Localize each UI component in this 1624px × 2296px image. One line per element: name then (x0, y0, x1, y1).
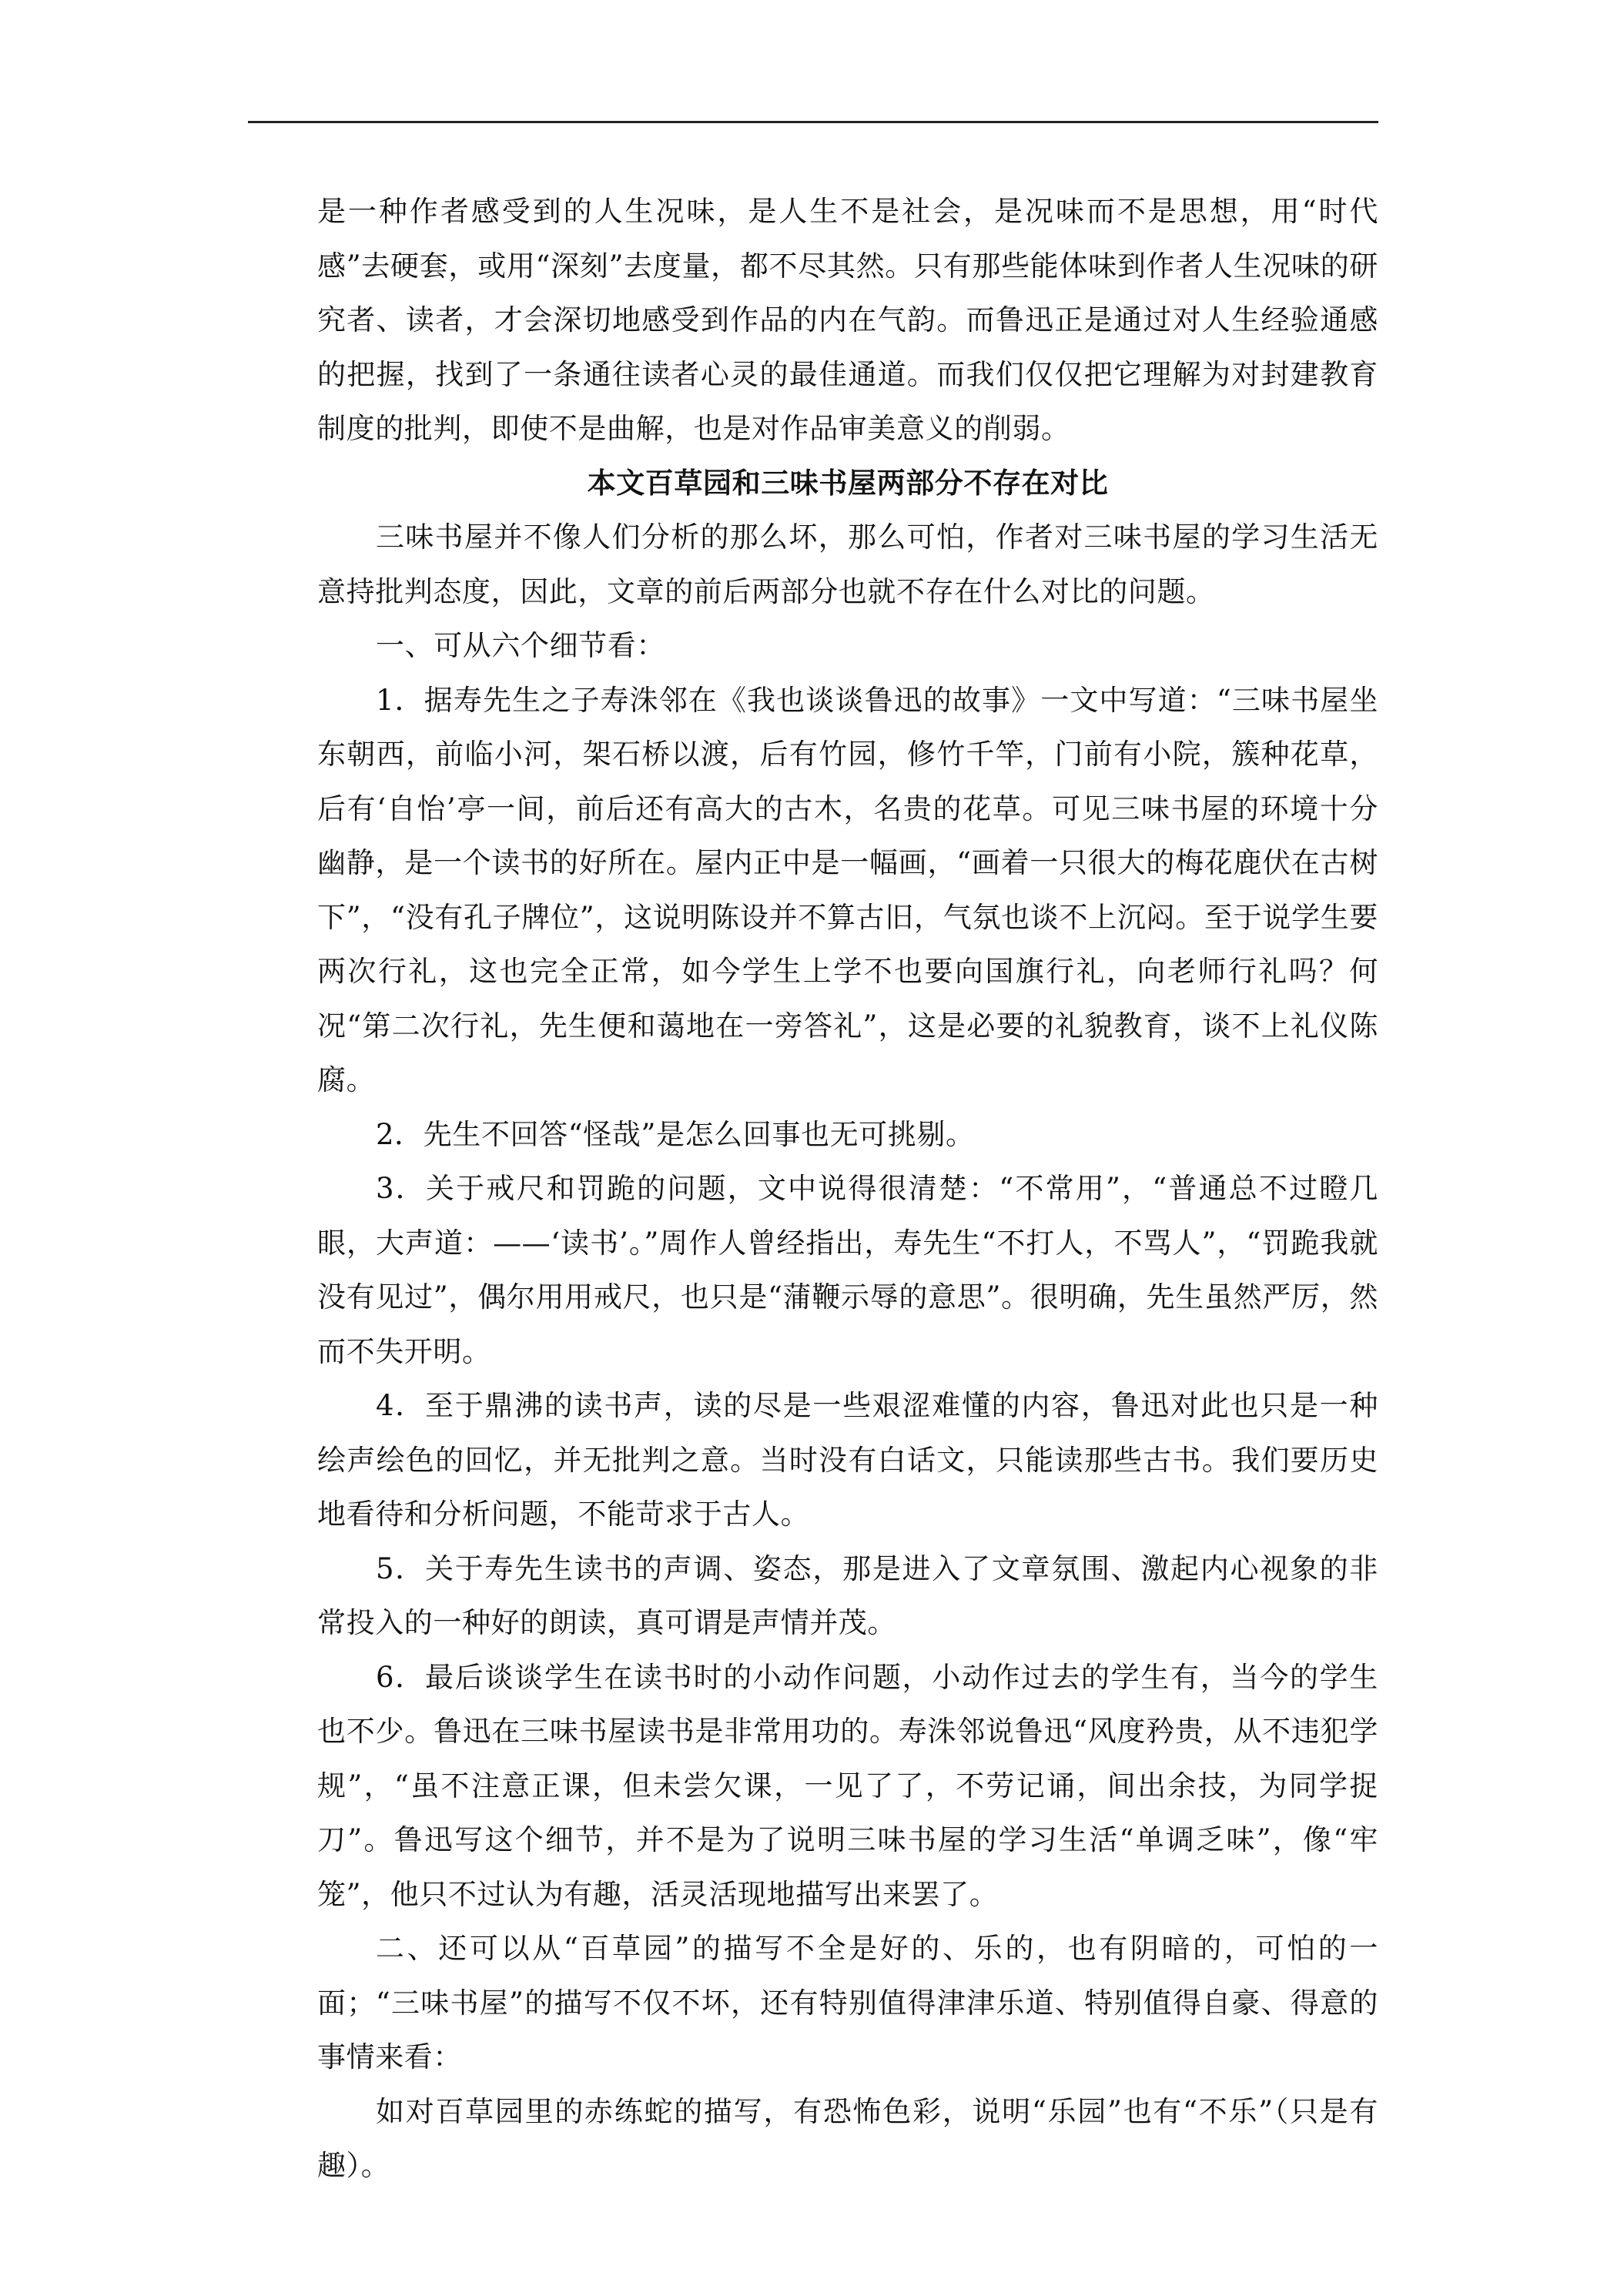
paragraph: 一、可从六个细节看： (376, 629, 665, 662)
header-rule (248, 121, 1378, 123)
paragraph: 4．至于鼎沸的读书声，读的尽是一些艰涩难懂的内容，鲁迅对此也只是一种绘声绘色的回忆，并无批判之意。当时没有白话文，只能读那些古书。我们要历史地看待和分析问题，不能苛求于古人。 (317, 1389, 1378, 1531)
paragraph: 5．关于寿先生读书的声调、姿态，那是进入了文章氛围、激起内心视象的非常投入的一种好的朗读，真可谓是声情并茂。 (317, 1551, 1378, 1639)
paragraph-intro: 是一种作者感受到的人生况味，是人生不是社会，是况味而不是思想，用“时代感”去硬套，或用“深刻”去度量，都不尽其然。只有那些能体味到作者人生况味的研究者、读者，才会深切地感受到作品的内在气韵。而鲁迅正是通过对人生经验通感的把握，找到了一条通往读者心灵的最佳通道。而我们仅仅把它理解为对封建教育制度的批判，即使不是曲解，也是对作品审美意义的削弱。 (317, 195, 1378, 445)
paragraph: 二、还可以从“百草园”的描写不全是好的、乐的，也有阴暗的，可怕的一面；“三味书屋”的描写不仅不坏，还有特别值得津津乐道、特别值得自豪、得意的事情来看： (317, 1932, 1378, 2073)
paragraph: 6．最后谈谈学生在读书时的小动作问题，小动作过去的学生有，当今的学生也不少。鲁迅在三味书屋读书是非常用功的。寿洙邻说鲁迅“风度矜贵，从不违犯学规”，“虽不注意正课，但未尝欠课，一见了了，不劳记诵，间出余技，为同学捉刀”。鲁迅写这个细节，并不是为了说明三味书屋的学习生活“单调乏味”，像“牢笼”，他只不过认为有趣，活灵活现地描写出来罢了。 (317, 1660, 1378, 1911)
paragraph: 3．关于戒尺和罚跪的问题，文中说得很清楚：“不常用”，“普通总不过瞪几眼，大声道：——‘读书’。”周作人曾经指出，寿先生“不打人，不骂人”，“罚跪我就没有见过”，偶尔用用戒尺，也只是“蒲鞭示辱的意思”。很明确，先生虽然严厉，然而不失开明。 (317, 1172, 1378, 1368)
paragraph: 三味书屋并不像人们分析的那么坏，那么可怕，作者对三味书屋的学习生活无意持批判态度，因此，文章的前后两部分也就不存在什么对比的问题。 (317, 520, 1378, 608)
paragraph: 2．先生不回答“怪哉”是怎么回事也无可挑剔。 (376, 1117, 975, 1151)
paragraph: 1．据寿先生之子寿洙邻在《我也谈谈鲁迅的故事》一文中写道：“三味书屋坐东朝西，前临小河，架石桥以渡，后有竹园，修竹千竿，门前有小院，簇种花草，后有‘自怡’亭一间，前后还有高大的古木，名贵的花草。可见三味书屋的环境十分幽静，是一个读书的好所在。屋内正中是一幅画，“画着一只很大的梅花鹿伏在古树下”，“没有孔子牌位”，这说明陈设并不算古旧，气氛也谈不上沉闷。至于说学生要两次行礼，这也完全正常，如今学生上学不也要向国旗行礼，向老师行礼吗？何况“第二次行礼，先生便和蔼地在一旁答礼”，这是必要的礼貌教育，谈不上礼仪陈腐。 (317, 683, 1378, 1096)
paragraph: 如对百草园里的赤练蛇的描写，有恐怖色彩，说明“乐园”也有“不乐”（只是有趣）。 (317, 2094, 1378, 2182)
document-body (317, 185, 1378, 2194)
section-heading: 本文百草园和三味书屋两部分不存在对比 (587, 466, 1109, 500)
